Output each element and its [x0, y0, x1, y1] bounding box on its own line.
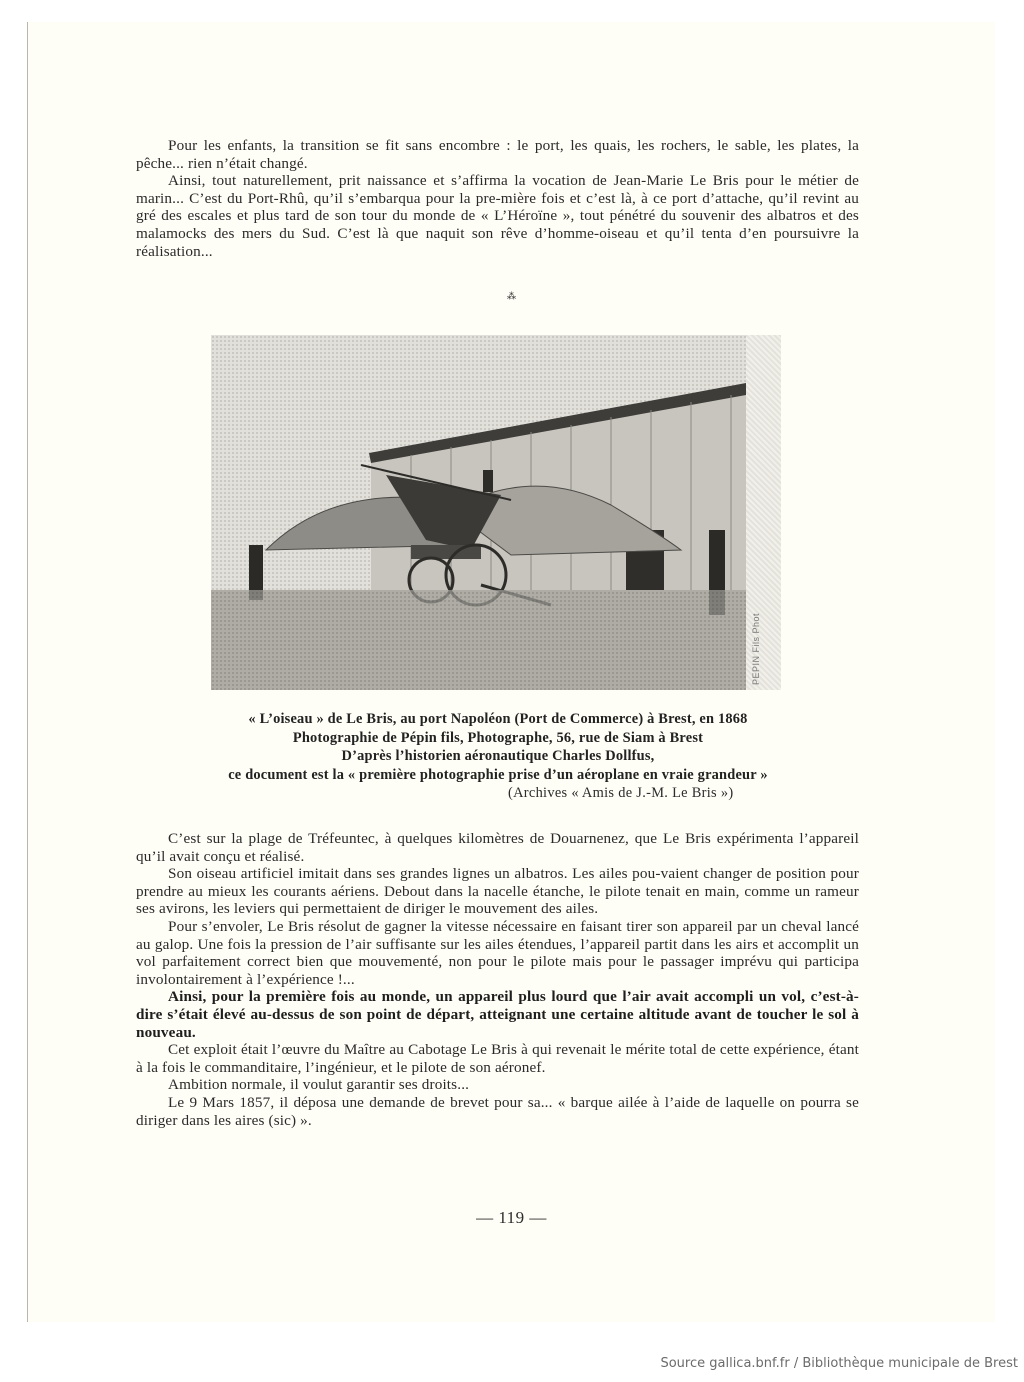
caption-line: Photographie de Pépin fils, Photographe, 56, rue de Siam à Brest: [292, 729, 704, 746]
paragraph: Pour les enfants, la transition se fit sans encombre : le port, les quais, les rochers, le sable, les plates, la pêche... rien n’était changé.: [136, 137, 859, 172]
photo-credit: (Archives « Amis de J.-M. Le Bris »): [508, 785, 734, 801]
caption-line: « L’oiseau » de Le Bris, au port Napoléon (Port de Commerce) à Brest, en 1868: [248, 711, 748, 727]
pilot-figure: [483, 470, 493, 492]
paragraph: Son oiseau artificiel imitait dans ses grandes lignes un albatros. Les ailes pou-vaient changer de position pour prendre au mieux les courants aériens. Debout dans la nacelle étanche, le pilote tenait en main, comme un rameur ses avirons, les leviers qui permettaient de diriger le mouvement des ailes.: [136, 865, 859, 918]
paragraph: Cet exploit était l’œuvre du Maître au Cabotage Le Bris à qui revenait le mérite total de cette expérience, étant à la fois le commanditaire, l’ingénieur, et le pilote de son aéronef.: [136, 1041, 859, 1076]
le-bris-aircraft-photo: [211, 335, 746, 690]
photo-illustration: [211, 335, 746, 690]
intro-text: [136, 137, 859, 260]
page-number: — 119 —: [476, 1208, 547, 1227]
paragraph: Ainsi, tout naturellement, prit naissance et s’affirma la vocation de Jean-Marie Le Bris pour le métier de marin... C’est du Port-Rhû, qu’il s’embarqua pour la pre-mière fois et c’est là, à ce port d’attache, qu’il revint au gré des escales et plus tard de son tour du monde de « L’Héroïne », tout pénétré du souvenir des albatros et des malamocks des mers du Sud. C’est là que naquit son rêve d’homme-oiseau et qu’il tenta d’en poursuivre la réalisation...: [136, 172, 859, 260]
caption-line: D’après l’historien aéronautique Charles Dollfus,: [341, 748, 655, 765]
paragraph: Pour s’envoler, Le Bris résolut de gagner la vitesse nécessaire en faisant tirer son appareil par un cheval lancé au galop. Une fois la pression de l’air suffisante sur les ailes étendues, l’appareil partit dans les airs et accomplit un vol parfaitement correct bien que mouvementé, non pour le pilote mais pour le passager imprévu qui participa involontairement à l’expérience !...: [136, 917, 859, 988]
paragraph: Ambition normale, il voulut garantir ses droits...: [168, 1076, 470, 1094]
paragraph-bold: Ainsi, pour la première fois au monde, un appareil plus lourd que l’air avait accompli un vol, c’est-à-dire s’était élevé au-dessus de son point de départ, atteignant une certaine altitude avant de toucher le sol à nouveau.: [136, 988, 859, 1041]
scanned-page: [27, 22, 995, 1322]
photographer-stamp: PEPIN Fils Phot: [751, 612, 761, 685]
paragraph: C’est sur la plage de Tréfeuntec, à quelques kilomètres de Douarnenez, que Le Bris expérimenta l’appareil qu’il avait conçu et réalisé.: [136, 830, 859, 865]
source-attribution: Source gallica.bnf.fr / Bibliothèque municipale de Brest: [660, 1356, 1018, 1371]
paragraph: Le 9 Mars 1857, il déposa une demande de brevet pour sa... « barque ailée à l’aide de laquelle on pourra se diriger dans les aires (sic) ».: [136, 1093, 859, 1129]
asterism-separator: ⁂: [507, 291, 516, 301]
photo-caption: [128, 710, 868, 784]
caption-line: ce document est la « première photographie prise d’un aéroplane en vraie grandeur »: [228, 766, 768, 783]
body-text: [136, 830, 859, 1129]
photograph-figure: [211, 335, 781, 692]
cart-bed: [411, 545, 481, 559]
